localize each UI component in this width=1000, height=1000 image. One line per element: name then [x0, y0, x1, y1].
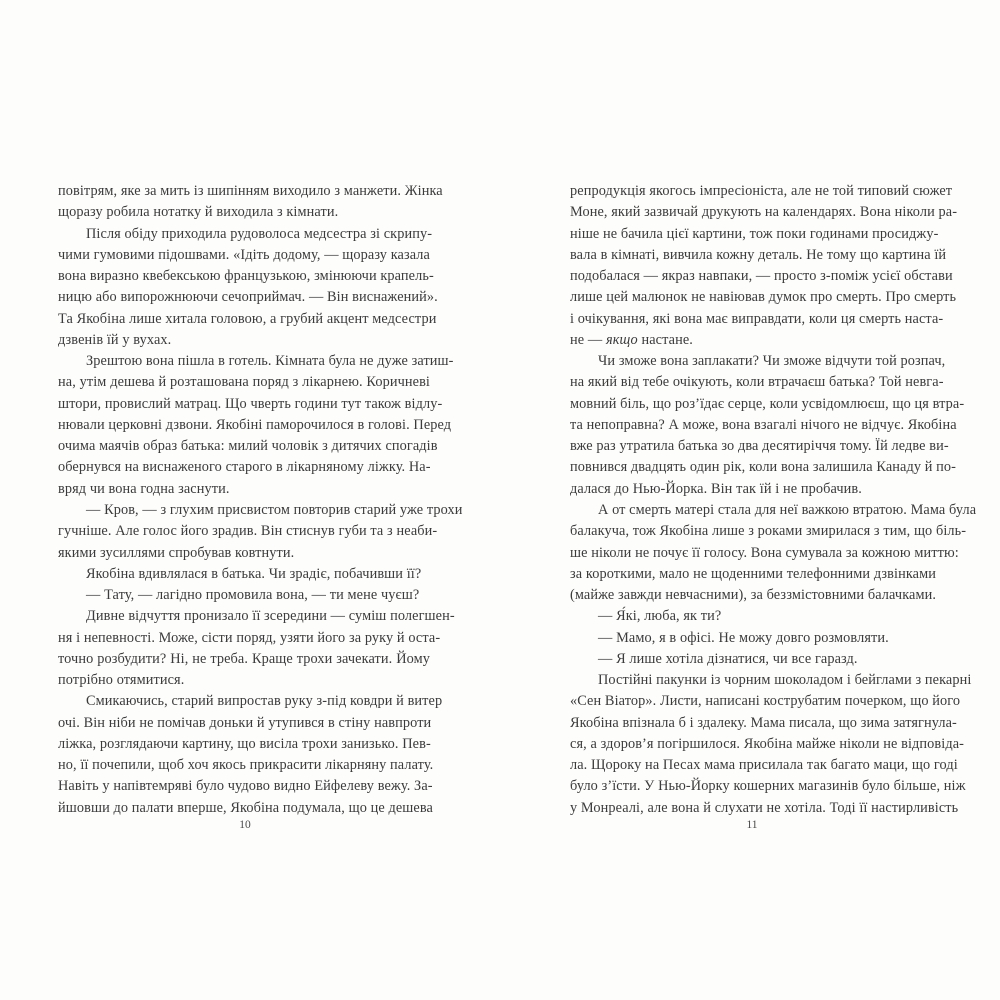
text-line: та непоправна? А може, вона взагалі нічого не відчує. Якобіна: [570, 416, 957, 433]
text-line: «Сен Віатор». Листи, написані кострубатим почерком, що його: [570, 693, 961, 710]
text-line: (майже завжди невчасними), за беззмістовними балачками.: [570, 587, 937, 604]
text-line: мовний біль, що роз’їдає серце, коли усвідомлюєш, що ця втра-: [570, 395, 965, 412]
text-line: репродукція якогось імпресіоніста, але не той типовий сюжет: [570, 183, 953, 199]
text-line: подобалася — якраз навпаки, — просто з-поміж усієї обстави: [570, 268, 953, 285]
text-line: йшовши до палати вперше, Якобіна подумала, що це дешева: [58, 799, 433, 816]
text-line: очі. Він ніби не помічав доньки й утупився в стіну навпроти: [58, 714, 432, 731]
text-line: — Мамо, я в офісі. Не можу довго розмовляти.: [598, 629, 889, 646]
text-line: очима маячів образ батька: милий чоловік з дитячих спогадів: [58, 438, 438, 455]
text-line: вряд чи вона годна заснути.: [58, 480, 230, 497]
text-line: і очікування, які вона має виправдати, коли ця смерть наста-: [570, 310, 944, 327]
text-line: нювали церковні дзвони. Якобіні паморочилося в голові. Перед: [58, 416, 452, 433]
text-line: лише цей малюнок не навіював думок про смерть. Про смерть: [570, 289, 957, 306]
text-line: було з’їсти. У Нью-Йорку кошерних магазинів було більше, ніж: [570, 778, 966, 795]
text-line: вона виразно квебекською французькою, змінюючи крапель-: [58, 268, 434, 285]
text-line: повітрям, яке за мить із шипінням виходило з манжети. Жінка: [58, 183, 443, 199]
text-line: обернувся на виснаженого старого в лікарняному ліжку. На-: [58, 459, 431, 476]
text-line: щоразу робила нотатку й виходила з кімнати.: [58, 204, 339, 221]
text-line: вже раз утратила батька зо два десятиріччя тому. Їй ледве ви-: [570, 438, 949, 455]
text-line: гучніше. Але голос його зрадив. Він стиснув губи та з неаби-: [58, 523, 438, 540]
text-line: далася до Нью-Йорка. Він так їй і не пробачив.: [570, 480, 862, 497]
text-line: дзвенів їй у вухах.: [58, 331, 172, 348]
text-line: вала в кімнаті, вивчила кожну деталь. Не тому що картина їй: [570, 246, 947, 263]
text-line: Навіть у напівтемряві було чудово видно Ейфелеву вежу. За-: [58, 778, 433, 795]
text-line: ня і непевності. Може, сісти поряд, узяти його за руку й оста-: [58, 629, 441, 646]
text-line: — Я́кі, люба, як ти?: [598, 608, 722, 625]
text-line: Зрештою вона пішла в готель. Кімната була не дуже затиш-: [86, 353, 454, 370]
text-line: А от смерть матері стала для неї важкою втратою. Мама була: [598, 501, 977, 518]
text-line: Чи зможе вона заплакати? Чи зможе відчути той розпач,: [598, 353, 946, 370]
text-line: ше ніколи не почує її голосу. Вона сумувала за кожною миттю:: [570, 544, 959, 561]
text-line: не — якщо настане.: [570, 331, 693, 348]
page-number-right: 11: [746, 819, 758, 831]
text-line: у Монреалі, але вона й слухати не хотіла. Тоді її настирливість: [570, 799, 959, 816]
text-line: Та Якобіна лише хитала головою, а грубий акцент медсестри: [58, 310, 437, 327]
text-line: ліжка, розглядаючи картину, що висіла трохи занизько. Пев-: [58, 735, 431, 752]
text-line: штори, провислий матрац. Що чверть години тут також відлу-: [58, 395, 443, 412]
text-line: балакуча, тож Якобіна лише з роками змирилася з тим, що біль-: [570, 523, 967, 540]
page-left-text-block: [58, 181, 463, 819]
text-line: — Тату, — лагідно промовила вона, — ти мене чуєш?: [86, 587, 420, 604]
page-right-text-block: [570, 181, 977, 819]
text-line: на який від тебе очікують, коли втрачаєш батька? Той невга-: [570, 374, 944, 391]
text-line: Якобіна впізнала б і здалеку. Мама писала, що зима затягнула-: [570, 714, 957, 731]
text-line: Постійні пакунки із чорним шоколадом і бейглами з пекарні: [598, 672, 972, 689]
text-line: — Кров, — з глухим присвистом повторив старий уже трохи: [86, 501, 463, 518]
text-line: якими зусиллями спробував ковтнути.: [58, 544, 295, 561]
text-line: чими гумовими підошвами. «Ідіть додому, — щоразу казала: [58, 246, 430, 263]
text-line: Дивне відчуття пронизало її зсередини — суміш полегшен-: [86, 608, 455, 625]
text-line: Якобіна вдивлялася в батька. Чи зрадіє, побачивши її?: [86, 565, 422, 582]
text-line: на, утім дешева й розташована поряд з лікарнею. Коричневі: [58, 374, 430, 391]
text-line: ницю або випорожнюючи сечоприймач. — Він виснажений».: [58, 289, 438, 306]
text-line: ніше не бачила цієї картини, тож поки годинами просиджу-: [570, 225, 939, 242]
text-line: точно розбудити? Ні, не треба. Краще трохи зачекати. Йому: [58, 650, 430, 667]
text-line: Смикаючись, старий випростав руку з-під ковдри й витер: [86, 693, 443, 710]
page-number-left: 10: [239, 819, 251, 831]
text-line: — Я лише хотіла дізнатися, чи все гаразд.: [598, 650, 858, 667]
text-line: ся, а здоров’я погіршилося. Якобіна майже ніколи не відповіда-: [570, 735, 965, 752]
text-line: но, її почепили, щоб хоч якось прикрасити лікарняну палату.: [58, 757, 434, 774]
text-line: Моне, який зазвичай друкують на календарях. Вона ніколи ра-: [570, 204, 958, 221]
text-line: потрібно отямитися.: [58, 672, 185, 689]
text-line: Після обіду приходила рудоволоса медсестра зі скрипу-: [86, 225, 433, 242]
text-line: повнився двадцять один рік, коли вона залишила Канаду й по-: [570, 459, 957, 476]
text-line: ла. Щороку на Песах мама присилала так багато маци, що годі: [570, 757, 958, 774]
text-line: за короткими, мало не щоденними телефонними дзвінками: [570, 565, 936, 582]
